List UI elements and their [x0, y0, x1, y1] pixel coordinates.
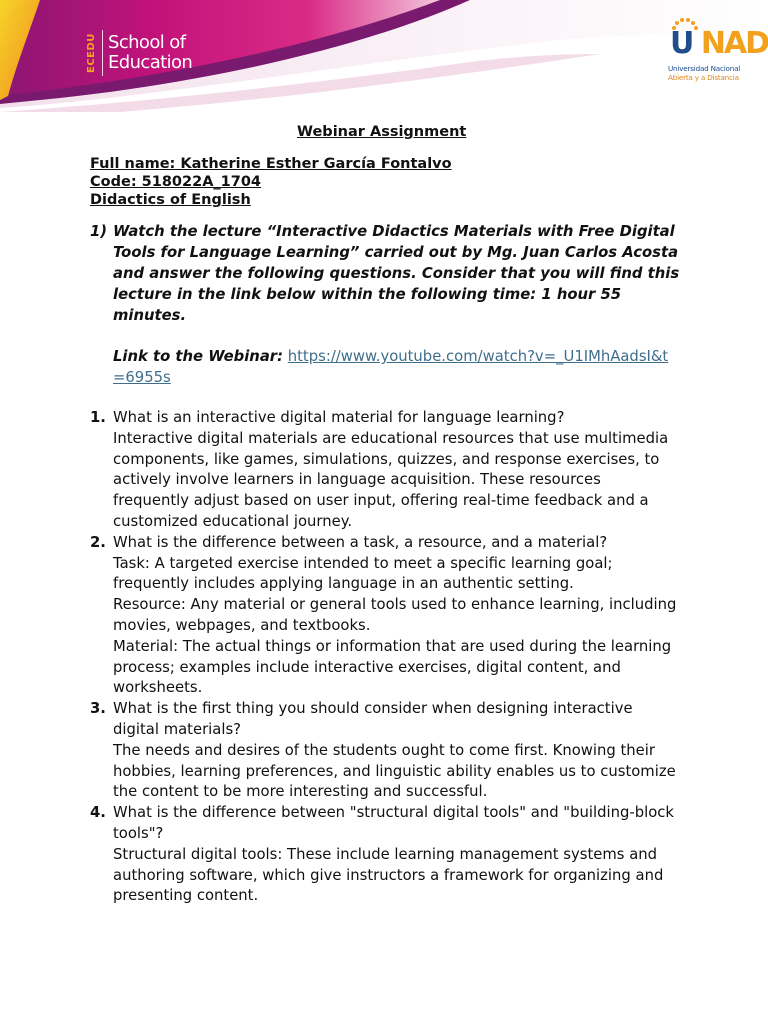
answer-text: Interactive digital materials are educational resources that use multimedia components, like games, simulations, quizzes, and response exercises, to actively involve learners in language acquisition. These resources frequently adjust based on user input, offering real-time feedback and a customized educational journey. [113, 429, 669, 530]
brand-separator [102, 30, 103, 76]
webinar-link[interactable]: https://www.youtube.com/watch?v=_U1IMhAadsI&t=6955s [113, 348, 669, 386]
question-list [90, 408, 680, 907]
unad-wordmark-text: U [670, 26, 693, 61]
unad-wordmark-rest: NAD [700, 26, 768, 61]
question-text: What is an interactive digital material for language learning? [113, 409, 565, 426]
unad-subtitle-2: Abierta y a Distancia [668, 73, 739, 82]
student-full-name: Full name: Katherine Esther García Fontalvo [90, 156, 452, 172]
list-item [90, 533, 680, 699]
instruction-text: Watch the lecture “Interactive Didactics Materials with Free Digital Tools for Language Learning” carried out by Mg. Juan Carlos Acosta and answer the following questions. Consider that you will find this lecture in the link below within the following time: 1 hour 55 minutes. [113, 223, 680, 324]
instruction-number: 1) [90, 223, 108, 240]
unad-wordmark [670, 26, 768, 61]
list-item [90, 699, 680, 803]
question-text: What is the difference between "structural digital tools" and "building-block tools"? [113, 804, 674, 842]
webinar-link-line [113, 346, 673, 388]
list-item [90, 803, 680, 907]
question-number: 3. [90, 700, 106, 718]
answer-text: Resource: Any material or general tools used to enhance learning, including movies, webpages, and textbooks. [113, 596, 677, 634]
question-text: What is the first thing you should consider when designing interactive digital materials? [113, 700, 633, 738]
question-number: 2. [90, 533, 106, 551]
answer-text: Task: A targeted exercise intended to meet a specific learning goal; frequently includes applying language in an authentic setting. [113, 554, 613, 593]
question-text: What is the difference between a task, a resource, and a material? [113, 533, 608, 551]
ecedu-label: ECEDU [86, 33, 97, 73]
webinar-link-label: Link to the Webinar: [113, 348, 284, 365]
student-code: Code: 518022A_1704 [90, 174, 262, 190]
course-name: Didactics of English [90, 192, 251, 208]
unad-subtitle-1: Universidad Nacional [668, 64, 741, 73]
unad-logo [666, 18, 768, 84]
answer-text: Structural digital tools: These include learning management systems and authoring software, which give instructors a framework for organizing and presenting content. [113, 845, 664, 905]
school-of-text: School of [108, 32, 186, 53]
question-number: 4. [90, 804, 106, 822]
answer-text: Material: The actual things or information that are used during the learning process; examples include interactive exercises, digital content, and worksheets. [113, 637, 672, 697]
assignment-instruction [90, 221, 680, 326]
question-number: 1. [90, 409, 106, 426]
answer-text: The needs and desires of the students ought to come first. Knowing their hobbies, learning preferences, and linguistic ability enables us to customize the content to be more interesting and successful. [113, 741, 676, 801]
education-text: Education [108, 52, 193, 73]
list-item [90, 408, 680, 533]
document-title: Webinar Assignment [297, 124, 467, 140]
